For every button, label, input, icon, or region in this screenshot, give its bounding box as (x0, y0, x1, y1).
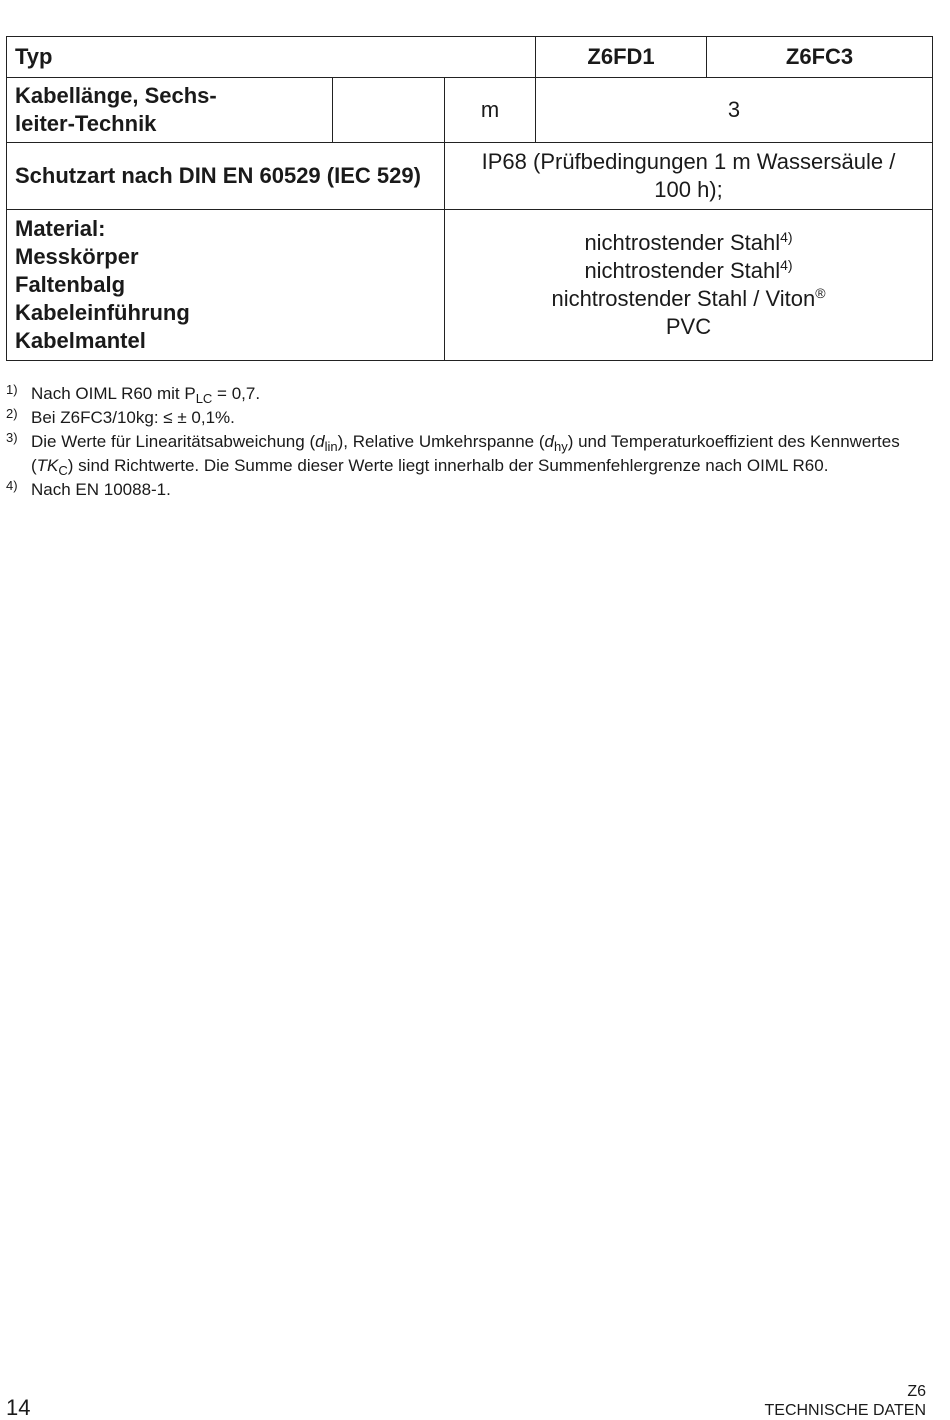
cable-length-row (7, 78, 933, 143)
footnote-4 (6, 478, 932, 502)
material-value-kabeleinfuehrung (453, 285, 924, 313)
material-label-faltenbalg: Faltenbalg (15, 272, 126, 297)
footnote-text-part: Nach OIML R60 mit P (31, 384, 196, 403)
material-heading: Material: (15, 216, 106, 241)
protection-label: Schutzart nach DIN EN 60529 (IEC 529) (7, 143, 445, 210)
italic-symbol: d (544, 432, 554, 451)
footer-section: TECHNISCHE DATEN (764, 1402, 926, 1419)
cable-length-empty-cell (333, 78, 445, 143)
material-value-text: nichtrostender Stahl (584, 258, 781, 283)
italic-symbol: d (315, 432, 325, 451)
protection-value (445, 143, 933, 210)
protection-row (7, 143, 933, 210)
subscript: lin (324, 439, 338, 454)
header-z6fc3: Z6FC3 (707, 37, 933, 78)
material-value-kabelmantel (453, 313, 924, 341)
footnote-number: 1) (6, 382, 18, 397)
cable-length-label (7, 78, 333, 143)
header-z6fd1: Z6FD1 (536, 37, 707, 78)
material-value-text: nichtrostender Stahl (584, 230, 781, 255)
subscript: hy (553, 439, 568, 454)
footnote-text: Bei Z6FC3/10kg: ≤ ± 0,1%. (31, 408, 235, 427)
footnote-text-part: Die Werte für Linearitätsabweichung ( (31, 432, 316, 451)
footnote-text-part: ), Relative Umkehrspanne ( (337, 432, 545, 451)
material-value-messkoerper (453, 229, 924, 257)
material-labels (7, 210, 445, 361)
footnotes (6, 382, 932, 502)
material-values (445, 210, 933, 361)
cable-length-label-line2: leiter-Technik (15, 111, 157, 136)
cable-length-value: 3 (536, 78, 933, 143)
footnote-1 (6, 382, 932, 406)
table-header-row (7, 37, 933, 78)
page-number: 14 (6, 1395, 31, 1420)
footnote-ref: 4) (780, 257, 793, 273)
material-value-text: PVC (665, 314, 712, 339)
material-value-text: nichtrostender Stahl / Viton (551, 286, 816, 311)
footnote-text-part: ) sind Richtwerte. Die Summe dieser Werte liegt innerhalb der Summenfehlergrenze nach OIML R60. (67, 456, 829, 475)
material-value-faltenbalg (453, 257, 924, 285)
footnote-number: 4) (6, 478, 18, 493)
footnote-ref: 4) (780, 229, 793, 245)
footnote-text (31, 430, 932, 478)
protection-value-line1: IP68 (Prüfbedingungen 1 m Wassersäule / (481, 149, 896, 174)
protection-value-line2: 100 h); (654, 177, 723, 202)
footnote-2 (6, 406, 932, 430)
footer-right (765, 1382, 927, 1420)
registered-mark: ® (815, 285, 826, 301)
footnote-text-part: = 0,7. (212, 384, 261, 403)
header-typ: Typ (7, 37, 536, 78)
italic-symbol: TK (36, 456, 59, 475)
footer-product: Z6 (907, 1383, 926, 1400)
footnote-text-part: ) und Temperaturkoeffizient des Kennwertes ( (31, 432, 900, 475)
material-row (7, 210, 933, 361)
spec-table (6, 36, 933, 361)
cable-length-unit: m (445, 78, 536, 143)
material-label-kabelmantel: Kabelmantel (15, 328, 146, 353)
footnote-number: 2) (6, 406, 18, 421)
subscript: C (58, 463, 68, 478)
material-label-kabeleinfuehrung: Kabeleinführung (15, 300, 190, 325)
material-label-messkoerper: Messkörper (15, 244, 139, 269)
subscript: LC (195, 391, 213, 406)
footnote-text: Nach EN 10088-1. (31, 480, 171, 499)
footnote-text (31, 382, 932, 406)
footnote-number: 3) (6, 430, 18, 445)
footnote-3 (6, 430, 932, 478)
cable-length-label-line1: Kabellänge, Sechs- (15, 83, 217, 108)
